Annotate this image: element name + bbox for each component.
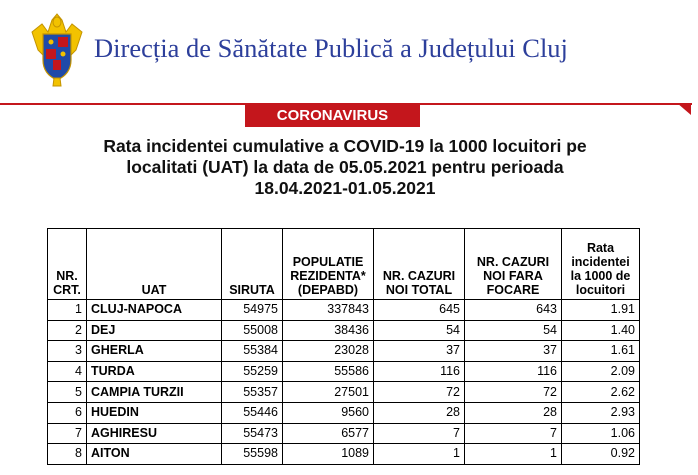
cell-uat: HUEDIN (87, 402, 222, 423)
cell-population: 38436 (283, 320, 374, 341)
col-header-rate: Rata incidentei la 1000 de locuitori (562, 229, 640, 300)
cell-population: 23028 (283, 341, 374, 362)
col-header-siruta: SIRUTA (222, 229, 283, 300)
cell-siruta: 55598 (222, 444, 283, 465)
cell-nr: 2 (48, 320, 87, 341)
cell-siruta: 54975 (222, 300, 283, 321)
cell-siruta: 55008 (222, 320, 283, 341)
cell-population: 337843 (283, 300, 374, 321)
cell-uat: GHERLA (87, 341, 222, 362)
romania-coat-of-arms-icon (30, 10, 84, 88)
section-banner (0, 103, 692, 128)
table-row (48, 320, 640, 341)
cell-rate: 0.92 (562, 444, 640, 465)
cell-cases-total: 116 (374, 361, 465, 382)
title-line-2: localitati (UAT) la data de 05.05.2021 pentru perioada (126, 157, 564, 177)
cell-rate: 1.91 (562, 300, 640, 321)
cell-cases-total: 645 (374, 300, 465, 321)
cell-rate: 2.93 (562, 402, 640, 423)
cell-rate: 1.40 (562, 320, 640, 341)
table-row (48, 341, 640, 362)
cell-cases-total: 7 (374, 423, 465, 444)
cell-rate: 1.06 (562, 423, 640, 444)
cell-cases-no-outbreak: 28 (465, 402, 562, 423)
cell-nr: 7 (48, 423, 87, 444)
cell-rate: 1.61 (562, 341, 640, 362)
cell-cases-total: 1 (374, 444, 465, 465)
cell-cases-no-outbreak: 37 (465, 341, 562, 362)
col-header-uat: UAT (87, 229, 222, 300)
cell-siruta: 55259 (222, 361, 283, 382)
table-row (48, 300, 640, 321)
cell-uat: AITON (87, 444, 222, 465)
cell-rate: 2.62 (562, 382, 640, 403)
cell-nr: 5 (48, 382, 87, 403)
cell-nr: 8 (48, 444, 87, 465)
cell-uat: CAMPIA TURZII (87, 382, 222, 403)
cell-rate: 2.09 (562, 361, 640, 382)
col-header-nr: NR. CRT. (48, 229, 87, 300)
cell-population: 55586 (283, 361, 374, 382)
banner-label: CORONAVIRUS (245, 105, 420, 127)
table-row (48, 444, 640, 465)
cell-nr: 1 (48, 300, 87, 321)
cell-cases-total: 72 (374, 382, 465, 403)
title-line-3: 18.04.2021-01.05.2021 (254, 178, 436, 198)
banner-corner-mark (677, 103, 691, 115)
cell-nr: 4 (48, 361, 87, 382)
cell-cases-no-outbreak: 1 (465, 444, 562, 465)
col-header-population: POPULATIE REZIDENTA* (DEPABD) (283, 229, 374, 300)
table-row (48, 382, 640, 403)
cell-siruta: 55357 (222, 382, 283, 403)
cell-cases-total: 37 (374, 341, 465, 362)
page-header (0, 0, 698, 100)
cell-cases-no-outbreak: 54 (465, 320, 562, 341)
cell-cases-total: 28 (374, 402, 465, 423)
cell-uat: TURDA (87, 361, 222, 382)
table-row (48, 423, 640, 444)
report-title (30, 136, 660, 199)
cell-cases-no-outbreak: 7 (465, 423, 562, 444)
cell-siruta: 55384 (222, 341, 283, 362)
cell-cases-no-outbreak: 643 (465, 300, 562, 321)
table-row (48, 402, 640, 423)
cell-siruta: 55473 (222, 423, 283, 444)
cell-uat: CLUJ-NAPOCA (87, 300, 222, 321)
cell-population: 27501 (283, 382, 374, 403)
cell-uat: AGHIRESU (87, 423, 222, 444)
table-row (48, 361, 640, 382)
cell-cases-no-outbreak: 116 (465, 361, 562, 382)
cell-uat: DEJ (87, 320, 222, 341)
cell-cases-no-outbreak: 72 (465, 382, 562, 403)
col-header-cases-total: NR. CAZURI NOI TOTAL (374, 229, 465, 300)
cell-population: 6577 (283, 423, 374, 444)
title-line-1: Rata incidentei cumulative a COVID-19 la 1000 locuitori pe (103, 136, 587, 156)
organization-name: Direcția de Sănătate Publică a Județului Cluj (94, 33, 568, 63)
cell-nr: 3 (48, 341, 87, 362)
cell-population: 1089 (283, 444, 374, 465)
col-header-cases-no-outbreak: NR. CAZURI NOI FARA FOCARE (465, 229, 562, 300)
incidence-table (47, 228, 640, 465)
cell-siruta: 55446 (222, 402, 283, 423)
cell-cases-total: 54 (374, 320, 465, 341)
table-header-row (48, 229, 640, 300)
cell-nr: 6 (48, 402, 87, 423)
cell-population: 9560 (283, 402, 374, 423)
